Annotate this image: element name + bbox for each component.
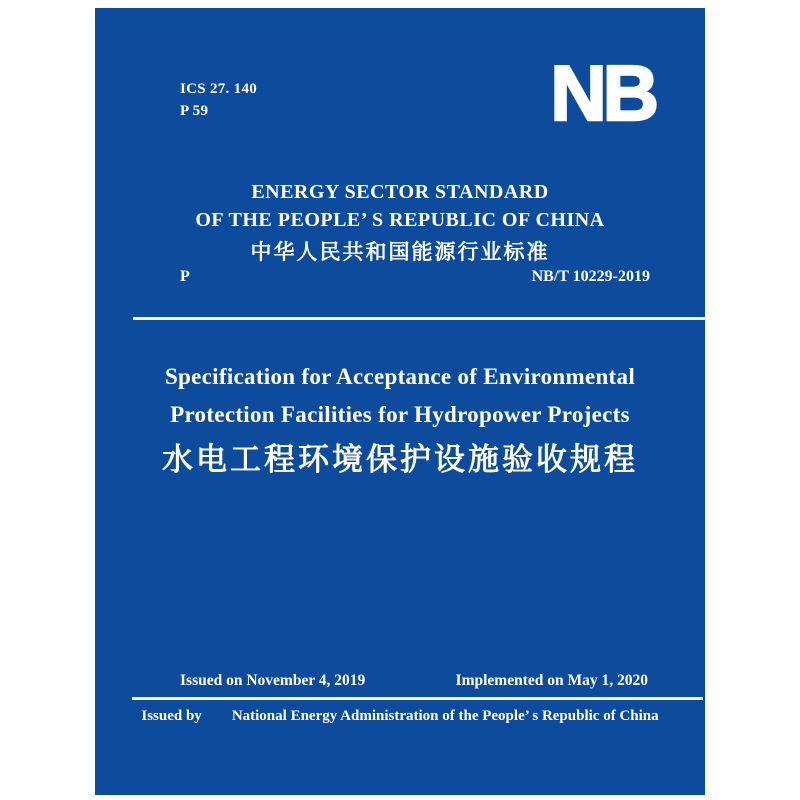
doc-class-letter: P <box>180 268 190 285</box>
title-english-line-2: Protection Facilities for Hydropower Projects <box>170 402 630 427</box>
implemented-date: Implemented on May 1, 2020 <box>455 672 648 689</box>
standard-number: NB/T 10229-2019 <box>531 268 650 285</box>
title-block <box>95 358 705 480</box>
header-line-1: ENERGY SECTOR STANDARD <box>251 181 549 203</box>
code-row <box>180 268 650 286</box>
title-chinese: 水电工程环境保护设施验收规程 <box>162 442 638 477</box>
standard-header <box>95 178 705 268</box>
ics-code: ICS 27. 140 <box>180 81 258 97</box>
header-divider-line <box>133 317 705 320</box>
header-line-chinese: 中华人民共和国能源行业标准 <box>250 241 550 264</box>
dates-row <box>180 672 648 690</box>
p-classification-code: P 59 <box>180 103 209 119</box>
footer-divider-line <box>132 697 703 700</box>
issuer-row <box>95 708 705 725</box>
header-line-2: OF THE PEOPLE’ S REPUBLIC OF CHINA <box>195 209 605 231</box>
nb-logo: NB <box>550 49 655 137</box>
standard-cover <box>95 8 705 795</box>
issued-by-value: National Energy Administration of the People’ s Republic of China <box>231 708 659 724</box>
issued-date: Issued on November 4, 2019 <box>180 672 366 689</box>
title-english-line-1: Specification for Acceptance of Environmental <box>164 364 636 389</box>
classification-codes <box>180 78 257 122</box>
issued-by-label: Issued by <box>141 708 202 724</box>
